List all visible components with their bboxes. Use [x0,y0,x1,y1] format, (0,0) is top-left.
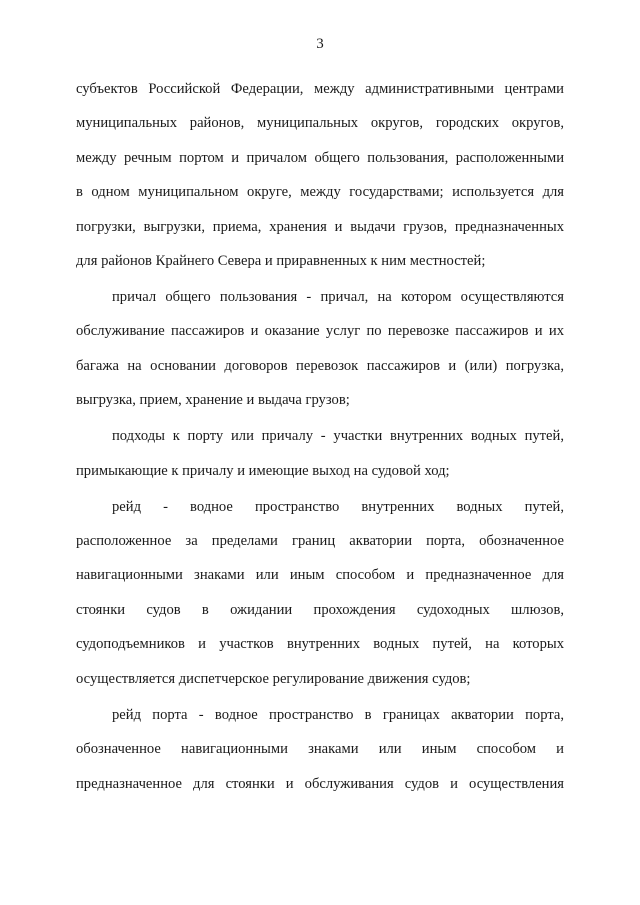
text-line: багажа на основании договоров перевозок пассажиров и (или) погрузка, [76,357,564,374]
text-line: осуществляется диспетчерское регулирование движения судов; [76,670,471,687]
text-line: выгрузка, прием, хранение и выдача грузов; [76,392,350,409]
paragraph-reid [76,490,564,696]
text-line: рейд - водное пространство внутренних водных путей, [112,498,564,515]
text-line: навигационными знаками или иным способом и предназначенное для [76,567,564,584]
text-line: субъектов Российской Федерации, между административными центрами [76,81,564,97]
text-line: судоподъемников и участков внутренних водных путей, на которых [76,636,564,653]
text-line: расположенное за пределами границ акватории порта, обозначенное [76,533,564,550]
paragraph-podkhody-k-portu [76,419,564,488]
text-line: подходы к порту или причалу - участки внутренних водных путей, [112,428,564,445]
page-number: 3 [316,36,324,52]
text-line: погрузки, выгрузки, приема, хранения и выдачи грузов, предназначенных [76,218,564,235]
text-line: муниципальных районов, муниципальных округов, городских округов, [76,115,564,132]
text-line: примыкающие к причалу и имеющие выход на судовой ход; [76,462,450,479]
paragraph-reid-porta [76,698,564,801]
text-line: рейд порта - водное пространство в границах акватории порта, [112,706,564,723]
text-line: причал общего пользования - причал, на котором осуществляются [112,289,564,306]
text-line: между речным портом и причалом общего пользования, расположенными [76,149,564,166]
text-line: в одном муниципальном округе, между государствами; используется для [76,184,564,201]
text-line: обслуживание пассажиров и оказание услуг по перевозке пассажиров и их [76,323,564,340]
text-line: предназначенное для стоянки и обслуживания судов и осуществления [76,775,564,792]
text-line: стоянки судов в ожидании прохождения судоходных шлюзов, [76,601,564,618]
paragraph-continuation [76,72,564,278]
document-body [76,72,564,801]
text-line: обозначенное навигационными знаками или иным способом и [76,741,564,758]
paragraph-prichal-obshchego-polzovaniya [76,280,564,418]
text-line: для районов Крайнего Севера и приравненных к ним местностей; [76,253,486,270]
